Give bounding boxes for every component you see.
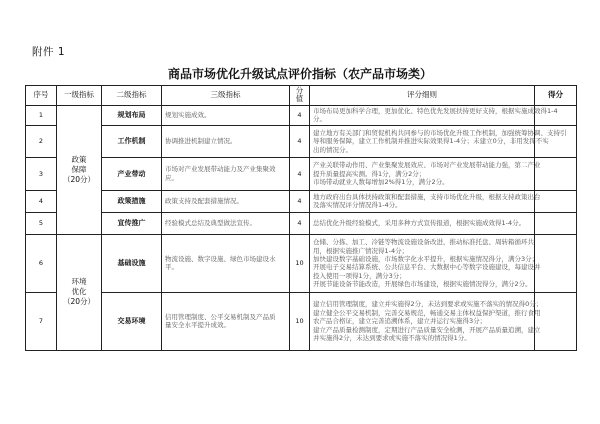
score-value: 4 xyxy=(290,105,310,125)
level2-indicator: 工作机制 xyxy=(102,125,162,157)
evaluation-table xyxy=(25,85,577,351)
table-row xyxy=(26,157,577,190)
scoring-rules: 仓储、分拣、加工、冷链等物流设施设备改进，推动标准托盘、周转箱循环共 用，根据实施推广情况得1-4分； 加快建设数字基础设施，市场数字化水平提升，根据实施情况得分，满分3分； 开展电子交易结算系统、公共信息平台、大数据中心等数字设施建设，每建设并 投入使用一项得1分，满分3分； 开展节能设备节能改造，开展绿色市场建设，根据实施情况得分，满分2分。 xyxy=(310,234,535,292)
score-value: 4 xyxy=(290,125,310,157)
table-row xyxy=(26,292,577,350)
level2-indicator: 交易环境 xyxy=(102,292,162,350)
row-number: 6 xyxy=(26,234,57,292)
level3-indicator: 规划实施成效。 xyxy=(162,105,290,125)
row-number: 3 xyxy=(26,157,57,190)
scoring-rules: 建立地方有关部门和贸促机构共同参与的市场优化升级工作机制，加强统筹协调、支持引 导和服务保障，建立工作机制并推进实际效果得1-4分；未建立0分，非用发挥不实 出的情况分。 xyxy=(310,125,535,157)
table-header-row xyxy=(26,86,577,106)
header-rules: 评分细则 xyxy=(310,86,535,106)
score-value: 10 xyxy=(290,234,310,292)
header-score: 分值 xyxy=(290,86,310,106)
level2-indicator: 产业带动 xyxy=(102,157,162,190)
table-row xyxy=(26,234,577,292)
level2-indicator: 规划布局 xyxy=(102,105,162,125)
level3-indicator: 市场对产业发展带动能力及产业集聚效 应。 xyxy=(162,157,290,190)
scoring-rules: 总结优化升级经验模式，采用多种方式宣传报道，根据实施成效得1-4分。 xyxy=(310,212,535,234)
header-level3: 三级指标 xyxy=(162,86,290,106)
row-number: 1 xyxy=(26,105,57,125)
header-got: 得分 xyxy=(535,86,577,106)
scoring-rules: 建立信用管理制度，建立并实施得2分，未达到要求或实施不落实的情况得0分； 建立健全公平交易机制，完善交易规范，畅通交易主体权益保护渠道，推行食用 农产品合格证，建立完善追溯体系，建立并运行实施得3分； 建立产品质量检测制度，定期进行产品质量安全检测，开展产品质量追溯，建立 并实施得2分，未达到要求或实施不落实的情况得1分。 xyxy=(310,292,535,350)
table-row xyxy=(26,190,577,212)
header-no: 序号 xyxy=(26,86,57,106)
page-title: 商品市场优化升级试点评价指标（农产品市场类） xyxy=(167,67,432,81)
scoring-rules: 地方政府出台具体扶持政策和配套措施，支持市场优化升级，根据支持政策出台 及落实情况评分情况得1-4分。 xyxy=(310,190,535,212)
score-value: 4 xyxy=(290,157,310,190)
row-number: 7 xyxy=(26,292,57,350)
level2-indicator: 政策措施 xyxy=(102,190,162,212)
attachment-label: 附件 1 xyxy=(32,46,66,58)
scoring-rules: 产业关联带动作用、产业集聚发展效应、市场对产业发展带动能力强，第二产业 提升质量提高实测。得1分，满分2分； 市场带动就业人数每增加2%得1分，满分2分。 xyxy=(310,157,535,190)
table-row xyxy=(26,105,577,125)
level3-indicator: 经验模式总结及典型做法宣传。 xyxy=(162,212,290,234)
header-level2: 二级指标 xyxy=(102,86,162,106)
row-number: 4 xyxy=(26,190,57,212)
score-value: 4 xyxy=(290,212,310,234)
level2-indicator: 宣传推广 xyxy=(102,212,162,234)
level3-indicator: 信用管理制度、公平交易机制及产品质 量安全水平提升成效。 xyxy=(162,292,290,350)
score-value: 4 xyxy=(290,190,310,212)
scoring-rules: 市场布局更加科学合理，更加优化、特色优先发展扶持更好支持，根据实施成效得1-4 分。 xyxy=(310,105,535,125)
level3-indicator: 物流设施、数字设施、绿色市场建设水 平。 xyxy=(162,234,290,292)
level1-indicator: 环境 优化 （20分） xyxy=(57,234,102,350)
row-number: 5 xyxy=(26,212,57,234)
row-number: 2 xyxy=(26,125,57,157)
table-row xyxy=(26,212,577,234)
header-level1: 一级指标 xyxy=(57,86,102,106)
level3-indicator: 政策支持及配套措施情况。 xyxy=(162,190,290,212)
level3-indicator: 协调推进机制建立情况。 xyxy=(162,125,290,157)
score-value: 10 xyxy=(290,292,310,350)
level1-indicator: 政策 保障 （20分） xyxy=(57,105,102,234)
table-row xyxy=(26,125,577,157)
score-obtained xyxy=(535,212,577,234)
level2-indicator: 基础设施 xyxy=(102,234,162,292)
